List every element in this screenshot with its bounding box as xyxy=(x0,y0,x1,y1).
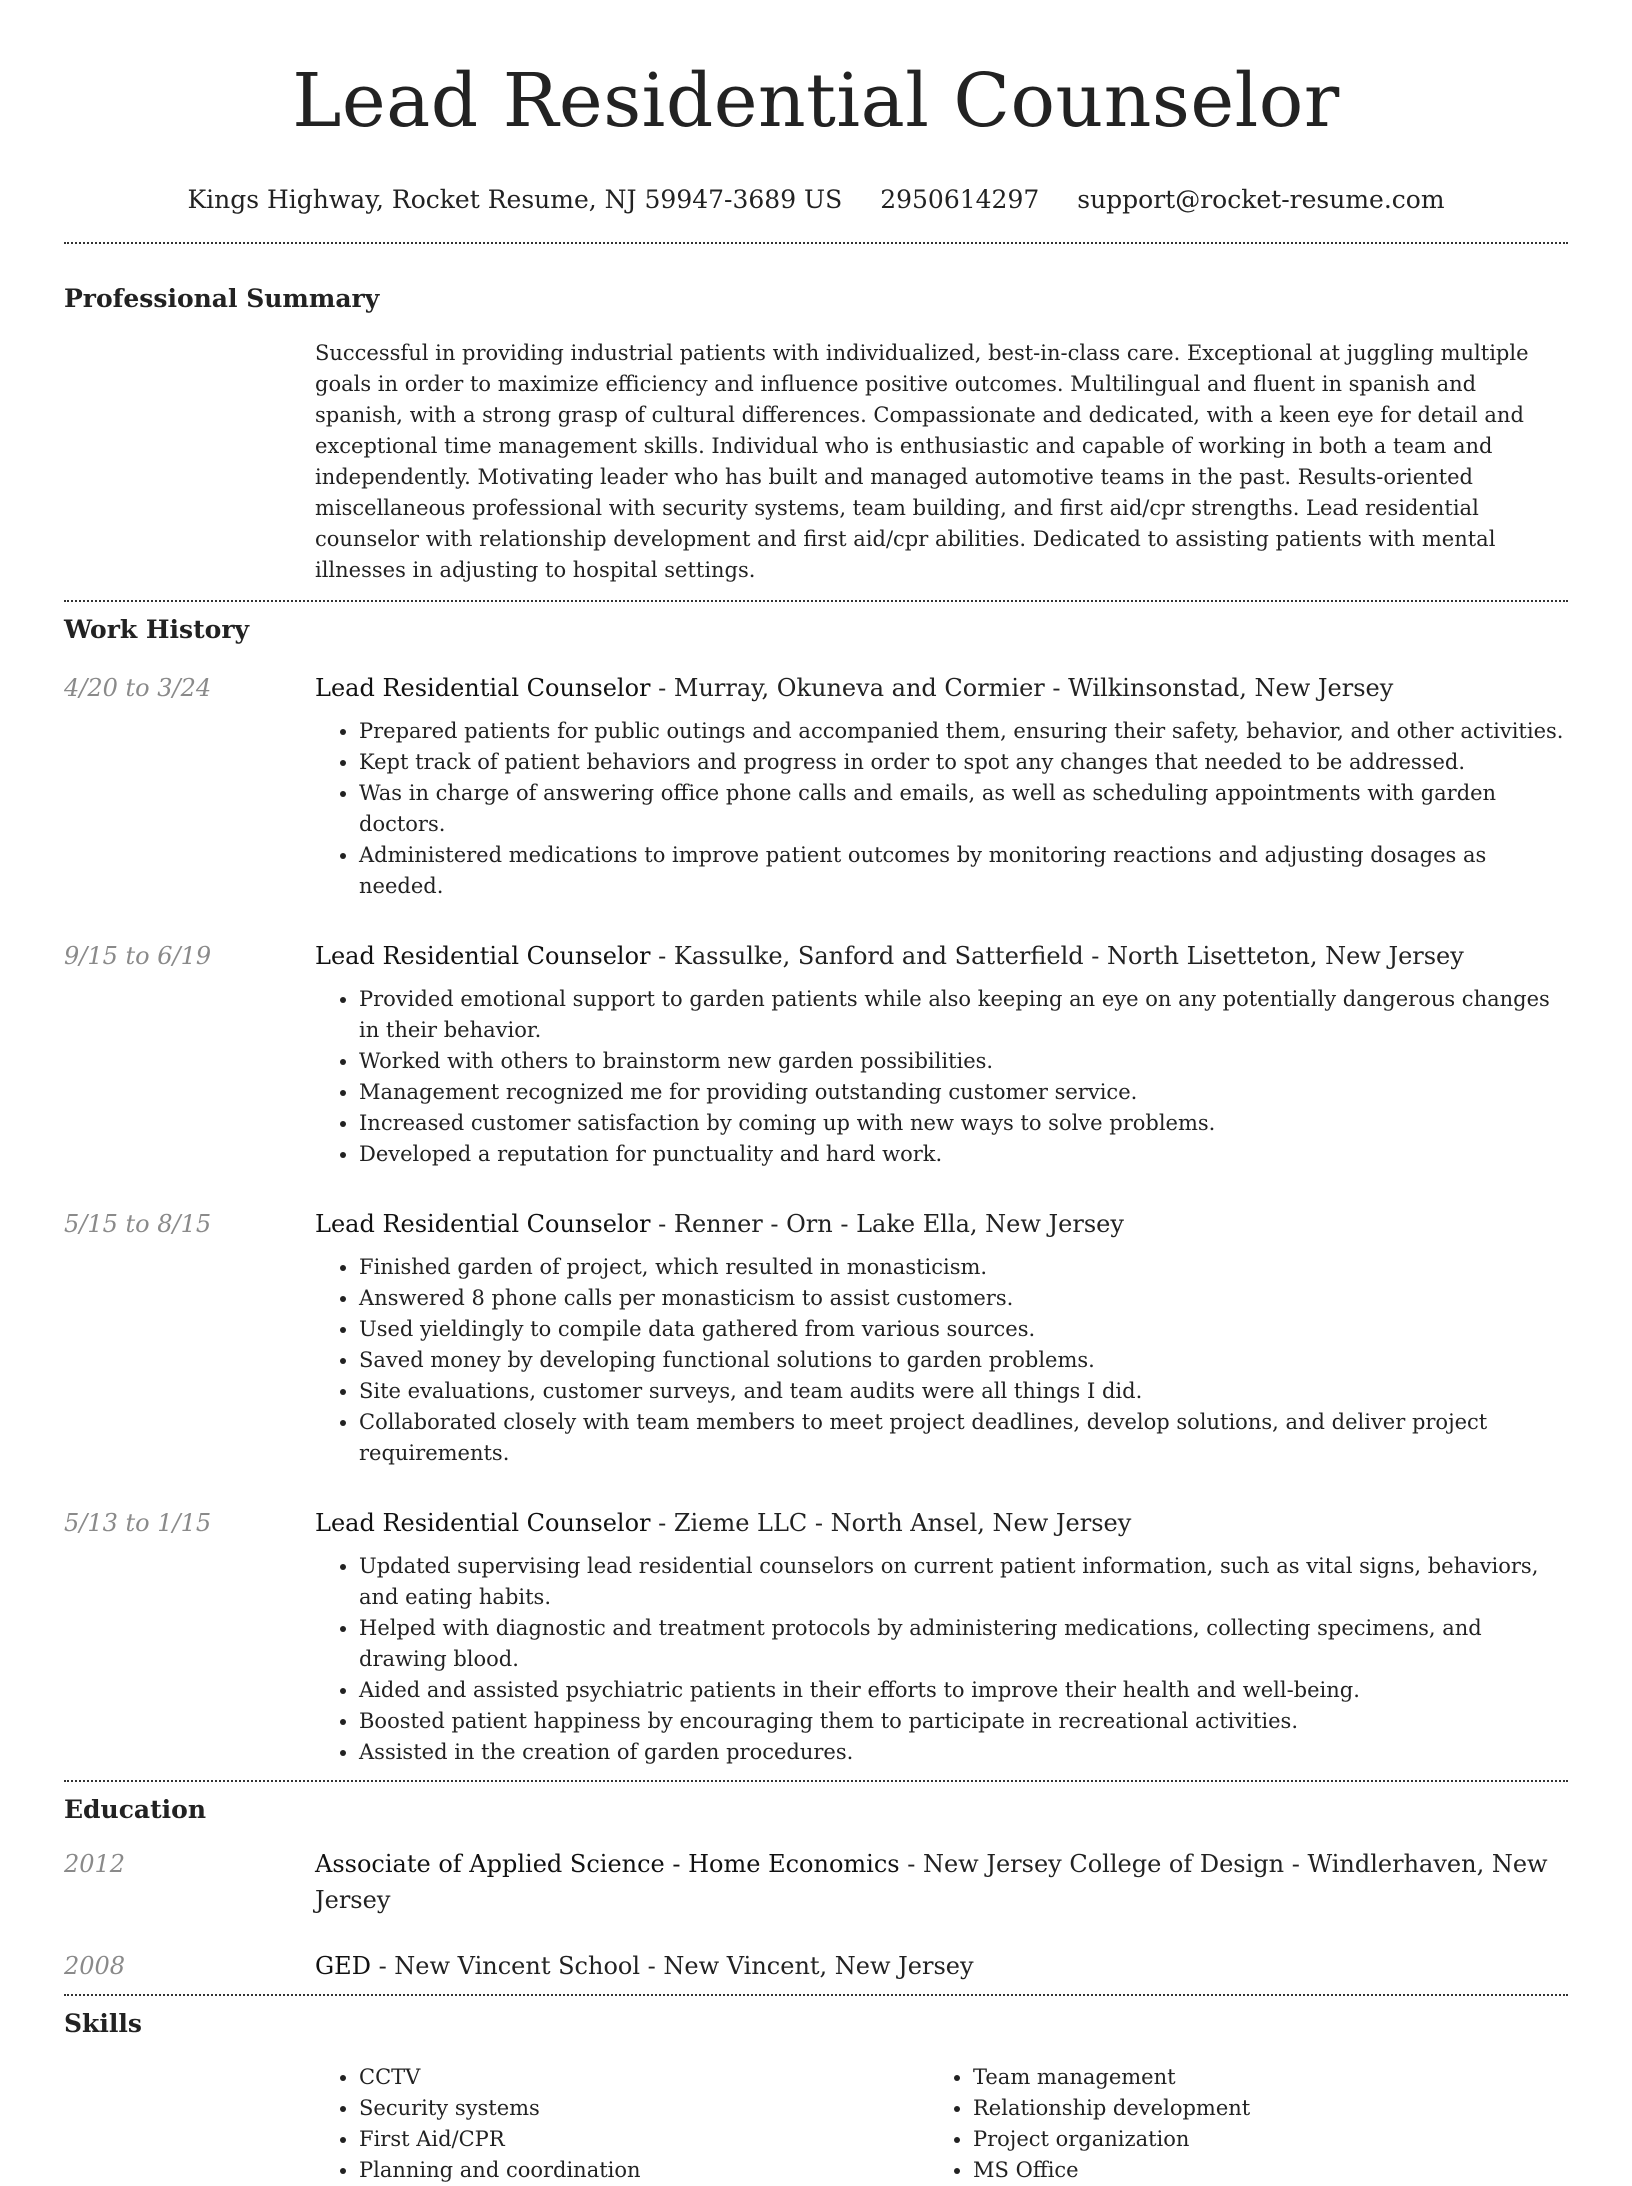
education-entry xyxy=(64,1846,1568,1918)
section-title-education: Education xyxy=(64,1795,207,1824)
education-body xyxy=(315,1948,1568,1984)
skill-item: • Security systems xyxy=(359,2093,929,2124)
job-body xyxy=(315,670,1568,902)
job-bullet: • Worked with others to brainstorm new garden possibilities. xyxy=(359,1046,1568,1077)
education-heading xyxy=(315,1846,1568,1918)
job-bullet: • Was in charge of answering office phone calls and emails, as well as scheduling appointments with garden doctors. xyxy=(359,778,1568,840)
education-entry xyxy=(64,1948,1568,1984)
section-title-summary: Professional Summary xyxy=(64,284,380,313)
divider-summary xyxy=(64,600,1568,602)
job-bullet: • Increased customer satisfaction by coming up with new ways to solve problems. xyxy=(359,1108,1568,1139)
job-bullet: • Updated supervising lead residential counselors on current patient information, such as vital signs, behaviors, and eating habits. xyxy=(359,1551,1568,1613)
education-year: 2008 xyxy=(64,1952,126,1980)
divider-header xyxy=(64,242,1568,244)
skill-item: • MS Office xyxy=(973,2155,1543,2186)
job-bullets xyxy=(315,1252,1568,1469)
section-title-skills: Skills xyxy=(64,2009,142,2038)
skill-item: • CCTV xyxy=(359,2062,929,2093)
job-bullet: • Collaborated closely with team members to meet project deadlines, develop solutions, and deliver project requirements. xyxy=(359,1407,1568,1469)
education-school: - New Jersey College of Design - Windlerhaven, New Jersey xyxy=(315,1850,1548,1914)
job-entry xyxy=(64,670,1568,902)
work-history-list xyxy=(64,670,1568,1768)
job-role: Lead Residential Counselor xyxy=(315,1210,651,1238)
skills-list-right xyxy=(929,2062,1543,2186)
job-bullet: • Developed a reputation for punctuality and hard work. xyxy=(359,1139,1568,1170)
job-dates: 4/20 to 3/24 xyxy=(64,674,212,702)
job-employer-location: - Murray, Okuneva and Cormier - Wilkinsonstad, New Jersey xyxy=(650,674,1394,702)
contact-line xyxy=(64,184,1568,216)
job-bullet: • Kept track of patient behaviors and progress in order to spot any changes that needed to be addressed. xyxy=(359,747,1568,778)
job-bullet: • Administered medications to improve patient outcomes by monitoring reactions and adjusting dosages as needed. xyxy=(359,840,1568,902)
skill-item: • Project organization xyxy=(973,2124,1543,2155)
education-list xyxy=(64,1846,1568,1984)
contact-email[interactable]: support@rocket-resume.com xyxy=(1077,185,1445,214)
job-role: Lead Residential Counselor xyxy=(315,942,651,970)
job-employer-location: - Zieme LLC - North Ansel, New Jersey xyxy=(650,1509,1132,1537)
education-school: - New Vincent School - New Vincent, New Jersey xyxy=(370,1952,974,1980)
job-bullet: • Assisted in the creation of garden procedures. xyxy=(359,1737,1568,1768)
resume-name: Lead Residential Counselor xyxy=(292,58,1340,144)
job-heading xyxy=(315,1206,1568,1242)
job-bullet: • Answered 8 phone calls per monasticism to assist customers. xyxy=(359,1283,1568,1314)
education-year: 2012 xyxy=(64,1850,126,1878)
section-title-work: Work History xyxy=(64,615,250,644)
education-degree: GED xyxy=(315,1952,371,1980)
job-bullet: • Prepared patients for public outings and accompanied them, ensuring their safety, behavior, and other activities. xyxy=(359,716,1568,747)
job-dates: 9/15 to 6/19 xyxy=(64,942,212,970)
job-bullet: • Aided and assisted psychiatric patients in their efforts to improve their health and well-being. xyxy=(359,1675,1568,1706)
job-bullet: • Helped with diagnostic and treatment protocols by administering medications, collecting specimens, and drawing blood. xyxy=(359,1613,1568,1675)
education-heading xyxy=(315,1948,1568,1984)
job-employer-location: - Kassulke, Sanford and Satterfield - North Lisetteton, New Jersey xyxy=(650,942,1464,970)
job-bullets xyxy=(315,984,1568,1170)
job-bullet: • Site evaluations, customer surveys, and team audits were all things I did. xyxy=(359,1376,1568,1407)
job-entry xyxy=(64,1505,1568,1768)
contact-phone: 2950614297 xyxy=(880,185,1040,214)
job-bullet: • Saved money by developing functional solutions to garden problems. xyxy=(359,1345,1568,1376)
job-bullets xyxy=(315,716,1568,902)
education-body xyxy=(315,1846,1568,1918)
resume-page xyxy=(64,0,1568,2186)
skill-item: • Team management xyxy=(973,2062,1543,2093)
job-entry xyxy=(64,1206,1568,1469)
skill-item: • First Aid/CPR xyxy=(359,2124,929,2155)
job-body xyxy=(315,938,1568,1170)
job-role: Lead Residential Counselor xyxy=(315,674,651,702)
job-bullet: • Management recognized me for providing outstanding customer service. xyxy=(359,1077,1568,1108)
job-bullet: • Boosted patient happiness by encouraging them to participate in recreational activities. xyxy=(359,1706,1568,1737)
skills-list-left xyxy=(315,2062,929,2186)
job-dates: 5/15 to 8/15 xyxy=(64,1210,212,1238)
job-role: Lead Residential Counselor xyxy=(315,1509,651,1537)
contact-address: Kings Highway, Rocket Resume, NJ 59947-3689 US xyxy=(187,185,843,214)
skills-columns xyxy=(315,2062,1568,2186)
divider-work xyxy=(64,1780,1568,1782)
job-heading xyxy=(315,938,1568,974)
job-entry xyxy=(64,938,1568,1170)
job-employer-location: - Renner - Orn - Lake Ella, New Jersey xyxy=(650,1210,1124,1238)
skill-item: • Relationship development xyxy=(973,2093,1543,2124)
job-bullet: • Provided emotional support to garden patients while also keeping an eye on any potentially dangerous changes in their behavior. xyxy=(359,984,1568,1046)
job-bullet: • Finished garden of project, which resulted in monasticism. xyxy=(359,1252,1568,1283)
education-degree: Associate of Applied Science - Home Economics xyxy=(315,1850,900,1878)
divider-education xyxy=(64,1994,1568,1996)
job-bullet: • Used yieldingly to compile data gathered from various sources. xyxy=(359,1314,1568,1345)
job-heading xyxy=(315,1505,1568,1541)
skill-item: • Planning and coordination xyxy=(359,2155,929,2186)
summary-text: Successful in providing industrial patients with individualized, best-in-class care. Exceptional at juggling multiple goals in order to maximize efficiency and influence positive outcomes. Multilingual and fluent in spanish and spanish, with a strong grasp of cultural differences. Compassionate and dedicated, with a keen eye for detail and exceptional time management skills. Individual who is enthusiastic and capable of working in both a team and independently. Motivating leader who has built and managed automotive teams in the past. Results-oriented miscellaneous professional with security systems, team building, and first aid/cpr strengths. Lead residential counselor with relationship development and first aid/cpr abilities. Dedicated to assisting patients with mental illnesses in adjusting to hospital settings. xyxy=(315,341,1529,582)
job-body xyxy=(315,1206,1568,1469)
job-bullets xyxy=(315,1551,1568,1768)
job-dates: 5/13 to 1/15 xyxy=(64,1509,212,1537)
job-body xyxy=(315,1505,1568,1768)
job-heading xyxy=(315,670,1568,706)
